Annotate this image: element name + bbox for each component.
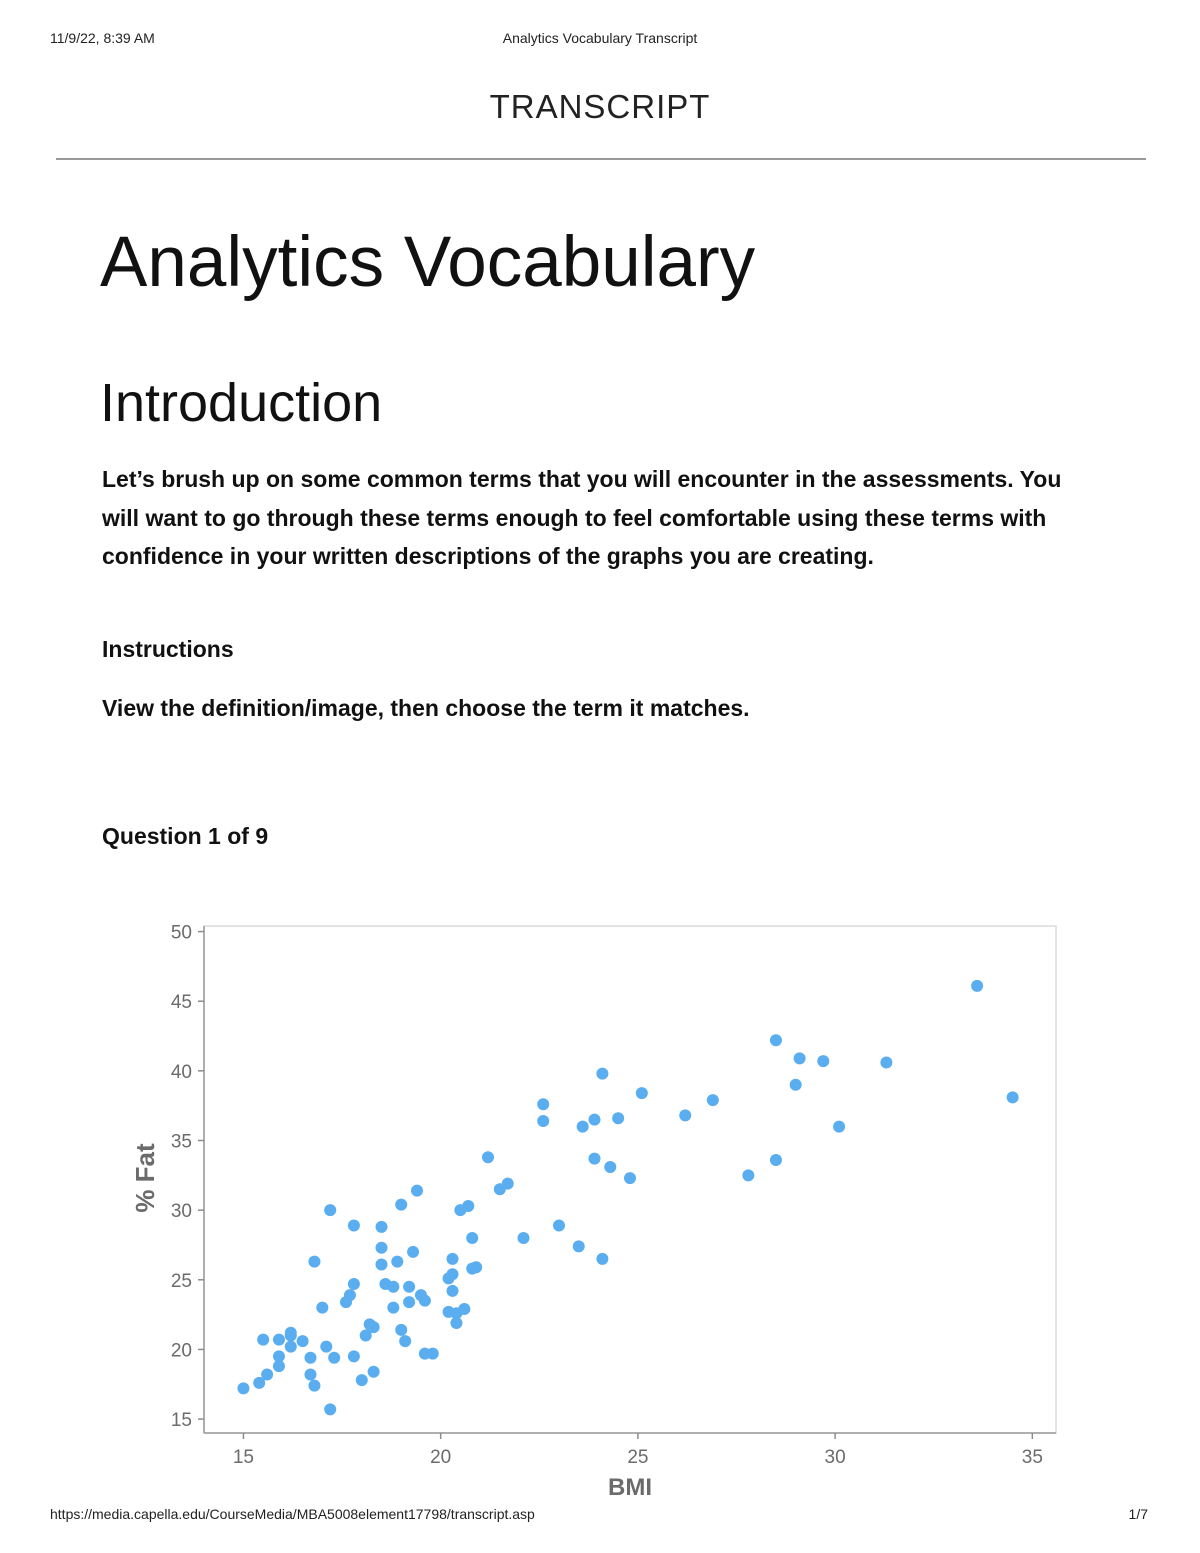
data-point	[273, 1334, 285, 1346]
x-tick-label: 30	[824, 1447, 846, 1468]
data-point	[368, 1321, 380, 1333]
data-point	[324, 1204, 336, 1216]
data-point	[403, 1281, 415, 1293]
data-point	[537, 1115, 549, 1127]
data-point	[589, 1114, 601, 1126]
y-tick-label: 25	[170, 1270, 192, 1292]
data-point	[518, 1232, 530, 1244]
data-point	[679, 1109, 691, 1121]
x-tick-label: 15	[232, 1447, 255, 1468]
data-point	[419, 1295, 431, 1307]
data-point	[770, 1034, 782, 1046]
print-page-number: 1/7	[1128, 1506, 1148, 1522]
data-point	[285, 1341, 297, 1353]
data-point	[447, 1285, 459, 1297]
y-axis-ticks	[171, 923, 204, 1432]
y-tick-label: 50	[170, 922, 192, 944]
transcript-label: TRANSCRIPT	[489, 88, 711, 125]
data-point	[880, 1057, 892, 1069]
data-point	[447, 1253, 459, 1265]
print-footer	[50, 1506, 1148, 1526]
data-point	[466, 1232, 478, 1244]
data-point	[450, 1317, 462, 1329]
data-point	[395, 1324, 407, 1336]
data-point	[257, 1334, 269, 1346]
data-point	[407, 1246, 419, 1258]
data-point	[817, 1055, 829, 1067]
data-point	[308, 1256, 320, 1268]
data-point	[399, 1335, 411, 1347]
data-point	[971, 980, 983, 992]
data-point	[368, 1366, 380, 1378]
data-point	[376, 1242, 388, 1254]
data-point	[707, 1094, 719, 1106]
data-point	[391, 1256, 403, 1268]
data-point	[624, 1172, 636, 1184]
data-point	[612, 1112, 624, 1124]
data-point	[462, 1200, 474, 1212]
data-point	[376, 1258, 388, 1270]
data-point	[387, 1302, 399, 1314]
y-tick-label: 30	[170, 1201, 192, 1223]
y-tick-label: 35	[170, 1131, 192, 1153]
print-url: https://media.capella.edu/CourseMedia/MBA5008element17798/transcript.asp	[50, 1506, 535, 1522]
data-point	[344, 1289, 356, 1301]
data-point	[328, 1352, 340, 1364]
data-points	[237, 980, 1018, 1415]
data-point	[316, 1302, 328, 1314]
data-point	[742, 1169, 754, 1181]
data-point	[411, 1185, 423, 1197]
data-point	[577, 1121, 589, 1133]
data-point	[447, 1268, 459, 1280]
data-point	[636, 1087, 648, 1099]
data-point	[794, 1052, 806, 1064]
data-point	[573, 1240, 585, 1252]
data-point	[308, 1380, 320, 1392]
data-point	[537, 1098, 549, 1110]
data-point	[596, 1253, 608, 1265]
data-point	[348, 1219, 360, 1231]
data-point	[403, 1296, 415, 1308]
data-point	[596, 1068, 608, 1080]
data-point	[348, 1350, 360, 1362]
data-point	[589, 1153, 601, 1165]
y-tick-label: 15	[170, 1410, 192, 1432]
print-datetime: 11/9/22, 8:39 AM	[50, 30, 155, 46]
data-point	[387, 1281, 399, 1293]
data-point	[770, 1154, 782, 1166]
y-axis-label: % Fat	[130, 1143, 160, 1213]
data-point	[376, 1221, 388, 1233]
data-point	[356, 1374, 368, 1386]
data-point	[553, 1219, 565, 1231]
question-label: Question 1 of 9	[102, 823, 269, 849]
data-point	[348, 1278, 360, 1290]
data-point	[237, 1382, 249, 1394]
data-point	[470, 1261, 482, 1273]
x-axis-label: BMI	[608, 1474, 652, 1501]
data-point	[502, 1178, 514, 1190]
data-point	[482, 1151, 494, 1163]
print-page-title: Analytics Vocabulary Transcript	[502, 30, 698, 46]
x-axis-ticks	[233, 1433, 1043, 1468]
data-point	[1007, 1091, 1019, 1103]
data-point	[790, 1079, 802, 1091]
instructions-text: View the definition/image, then choose the term it matches.	[102, 695, 750, 721]
data-point	[395, 1199, 407, 1211]
data-point	[305, 1369, 317, 1381]
x-tick-label: 25	[627, 1447, 649, 1468]
data-point	[833, 1121, 845, 1133]
data-point	[320, 1341, 332, 1353]
intro-paragraph: Let’s brush up on some common terms that you will encounter in the assessments. You will want to go through these terms enough to feel comfortable using these terms with confidence in your written descriptions of the graphs you are creating.	[102, 466, 1062, 569]
data-point	[297, 1335, 309, 1347]
section-heading: Introduction	[100, 373, 383, 433]
document-title: Analytics Vocabulary	[100, 223, 756, 302]
x-tick-label: 20	[430, 1447, 452, 1468]
data-point	[285, 1330, 297, 1342]
data-point	[273, 1350, 285, 1362]
data-point	[604, 1161, 616, 1173]
x-tick-label: 35	[1021, 1447, 1043, 1468]
data-point	[324, 1403, 336, 1415]
instructions-label: Instructions	[102, 636, 234, 662]
y-tick-label: 20	[170, 1340, 192, 1362]
y-tick-label: 40	[170, 1061, 192, 1083]
data-point	[305, 1352, 317, 1364]
y-tick-label: 45	[170, 992, 192, 1014]
data-point	[261, 1369, 273, 1381]
data-point	[427, 1348, 439, 1360]
data-point	[458, 1303, 470, 1315]
